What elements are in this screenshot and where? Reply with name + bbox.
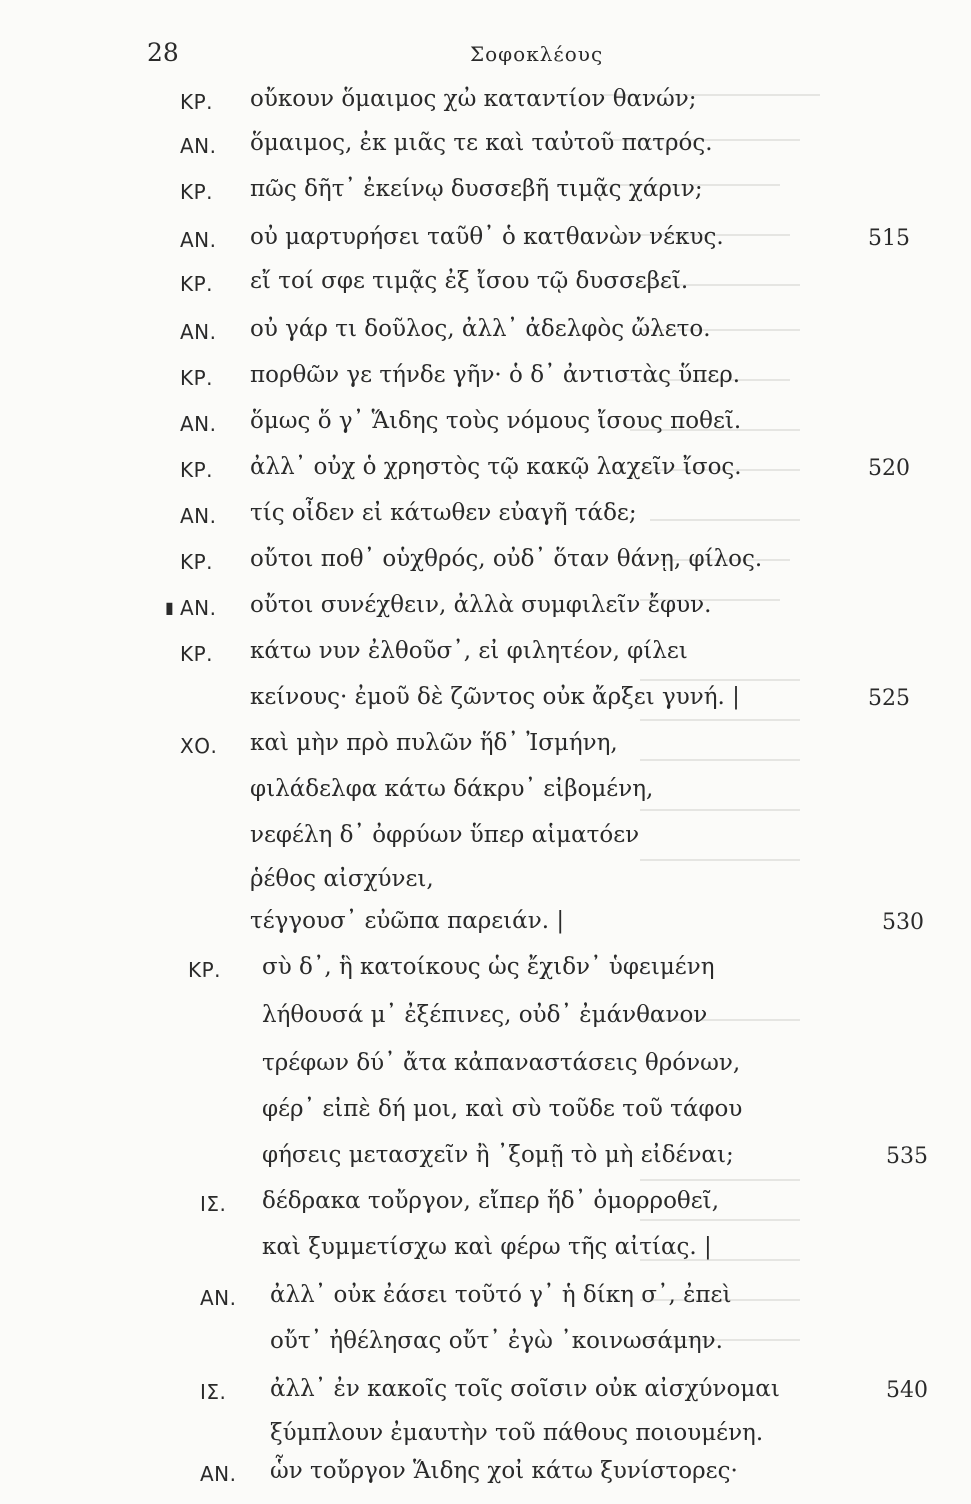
line-text: κείνους· ἐμοῦ δὲ ζῶντος οὐκ ἄρξει γυνή. | xyxy=(250,684,740,710)
verse-line xyxy=(0,1096,971,1136)
speaker-label: ΑΝ. xyxy=(200,1462,237,1486)
line-text: ξύμπλουν ἐμαυτὴν τοῦ πάθους ποιουμένη. xyxy=(270,1420,764,1446)
verse-line xyxy=(0,408,971,448)
page-number: 28 xyxy=(147,38,179,67)
line-text: πῶς δῆτ᾿ ἐκείνῳ δυσσεβῆ τιμᾷς χάριν; xyxy=(250,176,703,202)
line-text: τίς οἶδεν εἰ κάτωθεν εὐαγῆ τάδε; xyxy=(250,500,637,526)
line-text: φέρ᾿ εἰπὲ δή μοι, καὶ σὺ τοῦδε τοῦ τάφου xyxy=(262,1096,743,1122)
line-text: τρέφων δύ᾿ ἄτα κἀπαναστάσεις θρόνων, xyxy=(262,1050,741,1076)
speaker-label: ΙΣ. xyxy=(200,1380,227,1404)
line-text: οὔκουν ὅμαιμος χὠ καταντίον θανών; xyxy=(250,86,697,112)
line-text: λήθουσά μ᾿ ἐξέπινες, οὐδ᾿ ἐμάνθανον xyxy=(262,1002,708,1028)
line-text: φιλάδελφα κάτω δάκρυ᾿ εἰβομένη, xyxy=(250,776,654,802)
line-text: οὐ μαρτυρήσει ταῦθ᾿ ὁ κατθανὼν νέκυς. xyxy=(250,224,724,250)
line-text: δέδρακα τοὔργον, εἴπερ ἥδ᾿ ὁμορροθεῖ, xyxy=(262,1188,720,1214)
speaker-label: ΚΡ. xyxy=(180,90,214,114)
line-text: ὅμως ὅ γ᾿ Ἅιδης τοὺς νόμους ἴσους ποθεῖ. xyxy=(250,408,742,434)
speaker-label: ΚΡ. xyxy=(180,458,214,482)
line-text: σὺ δ᾿, ἣ κατοίκους ὡς ἔχιδν᾿ ὑφειμένη xyxy=(262,954,715,980)
line-number: 530 xyxy=(882,910,924,935)
verse-line xyxy=(0,130,971,170)
speaker-label: ΑΝ. xyxy=(180,228,217,252)
line-text: ὅμαιμος, ἐκ μιᾶς τε καὶ ταὐτοῦ πατρός. xyxy=(250,130,713,156)
verse-line xyxy=(0,866,971,906)
verse-line xyxy=(0,730,971,770)
line-text: οὐ γάρ τι δοῦλος, ἀλλ᾿ ἀδελφὸς ὤλετο. xyxy=(250,316,711,342)
line-number: 525 xyxy=(868,686,910,711)
line-text: ὧν τοὔργον Ἅιδης χοἰ κάτω ξυνίστορες· xyxy=(270,1458,738,1484)
verse-line xyxy=(0,1420,971,1460)
verse-line xyxy=(0,1282,971,1322)
verse-line xyxy=(0,638,971,678)
speaker-label: ΑΝ. xyxy=(180,412,217,436)
verse-line xyxy=(0,1142,971,1182)
speaker-label: ΑΝ. xyxy=(180,320,217,344)
speaker-label: ΑΝ. xyxy=(200,1286,237,1310)
verse-line xyxy=(0,776,971,816)
speaker-label: ΚΡ. xyxy=(180,642,214,666)
verse-line xyxy=(0,316,971,356)
speaker-label: ΚΡ. xyxy=(188,958,222,982)
line-number: 540 xyxy=(886,1378,928,1403)
line-number: 520 xyxy=(868,456,910,481)
verse-line xyxy=(0,822,971,862)
verse-line xyxy=(0,1234,971,1274)
verse-line xyxy=(0,268,971,308)
verse-line xyxy=(0,1188,971,1228)
speaker-label: ΚΡ. xyxy=(180,366,214,390)
speaker-label: ΑΝ. xyxy=(180,596,217,620)
speaker-label: ΧΟ. xyxy=(180,734,218,758)
verse-line xyxy=(0,1328,971,1368)
line-text: φήσεις μετασχεῖν ἢ ᾿ξομῇ τὸ μὴ εἰδέναι; xyxy=(262,1142,734,1168)
running-head: Σοφοκλέους xyxy=(470,42,604,66)
line-text: πορθῶν γε τήνδε γῆν· ὁ δ᾿ ἀντιστὰς ὕπερ. xyxy=(250,362,741,388)
verse-line xyxy=(0,592,971,632)
line-text: ἀλλ᾿ οὐκ ἐάσει τοῦτό γ᾿ ἡ δίκη σ᾿, ἐπεὶ xyxy=(270,1282,732,1308)
line-text: οὔτοι συνέχθειν, ἀλλὰ συμφιλεῖν ἔφυν. xyxy=(250,592,712,618)
speaker-label: ΚΡ. xyxy=(180,272,214,296)
verse-line xyxy=(0,224,971,264)
line-text: ἀλλ᾿ ἐν κακοῖς τοῖς σοῖσιν οὐκ αἰσχύνομαι xyxy=(270,1376,780,1402)
speaker-label: ΚΡ. xyxy=(180,180,214,204)
speaker-label: ΚΡ. xyxy=(180,550,214,574)
line-text: ἀλλ᾿ οὐχ ὁ χρηστὸς τῷ κακῷ λαχεῖν ἴσος. xyxy=(250,454,742,480)
line-text: τέγγουσ᾿ εὐῶπα παρειάν. | xyxy=(250,908,565,934)
speaker-label: ΑΝ. xyxy=(180,504,217,528)
verse-line xyxy=(0,908,971,948)
line-text: νεφέλη δ᾿ ὀφρύων ὕπερ αἱματόεν xyxy=(250,822,640,848)
verse-line xyxy=(0,954,971,994)
verse-line xyxy=(0,176,971,216)
line-text: κάτω νυν ἐλθοῦσ᾿, εἰ φιλητέον, φίλει xyxy=(250,638,688,664)
verse-line xyxy=(0,1002,971,1042)
line-text: καὶ ξυμμετίσχω καὶ φέρω τῆς αἰτίας. | xyxy=(262,1234,712,1260)
line-text: ῥέθος αἰσχύνει, xyxy=(250,866,434,892)
speaker-label: ΙΣ. xyxy=(200,1192,227,1216)
verse-line xyxy=(0,500,971,540)
verse-line xyxy=(0,684,971,724)
line-number: 535 xyxy=(886,1144,928,1169)
line-text: καὶ μὴν πρὸ πυλῶν ἥδ᾿ Ἰσμήνη, xyxy=(250,730,618,756)
verse-line xyxy=(0,1458,971,1498)
margin-mark: ▮ xyxy=(165,598,174,617)
verse-line xyxy=(0,546,971,586)
verse-line xyxy=(0,362,971,402)
verse-line xyxy=(0,1050,971,1090)
line-text: εἴ τοί σφε τιμᾷς ἐξ ἴσου τῷ δυσσεβεῖ. xyxy=(250,268,689,294)
verse-line xyxy=(0,86,971,126)
line-text: οὔτ᾿ ἠθέλησας οὔτ᾿ ἐγὼ ᾿κοινωσάμην. xyxy=(270,1328,723,1354)
line-number: 515 xyxy=(868,226,910,251)
verse-line xyxy=(0,454,971,494)
speaker-label: ΑΝ. xyxy=(180,134,217,158)
line-text: οὔτοι ποθ᾿ οὑχθρός, οὐδ᾿ ὅταν θάνῃ, φίλος. xyxy=(250,546,763,572)
verse-line xyxy=(0,1376,971,1416)
